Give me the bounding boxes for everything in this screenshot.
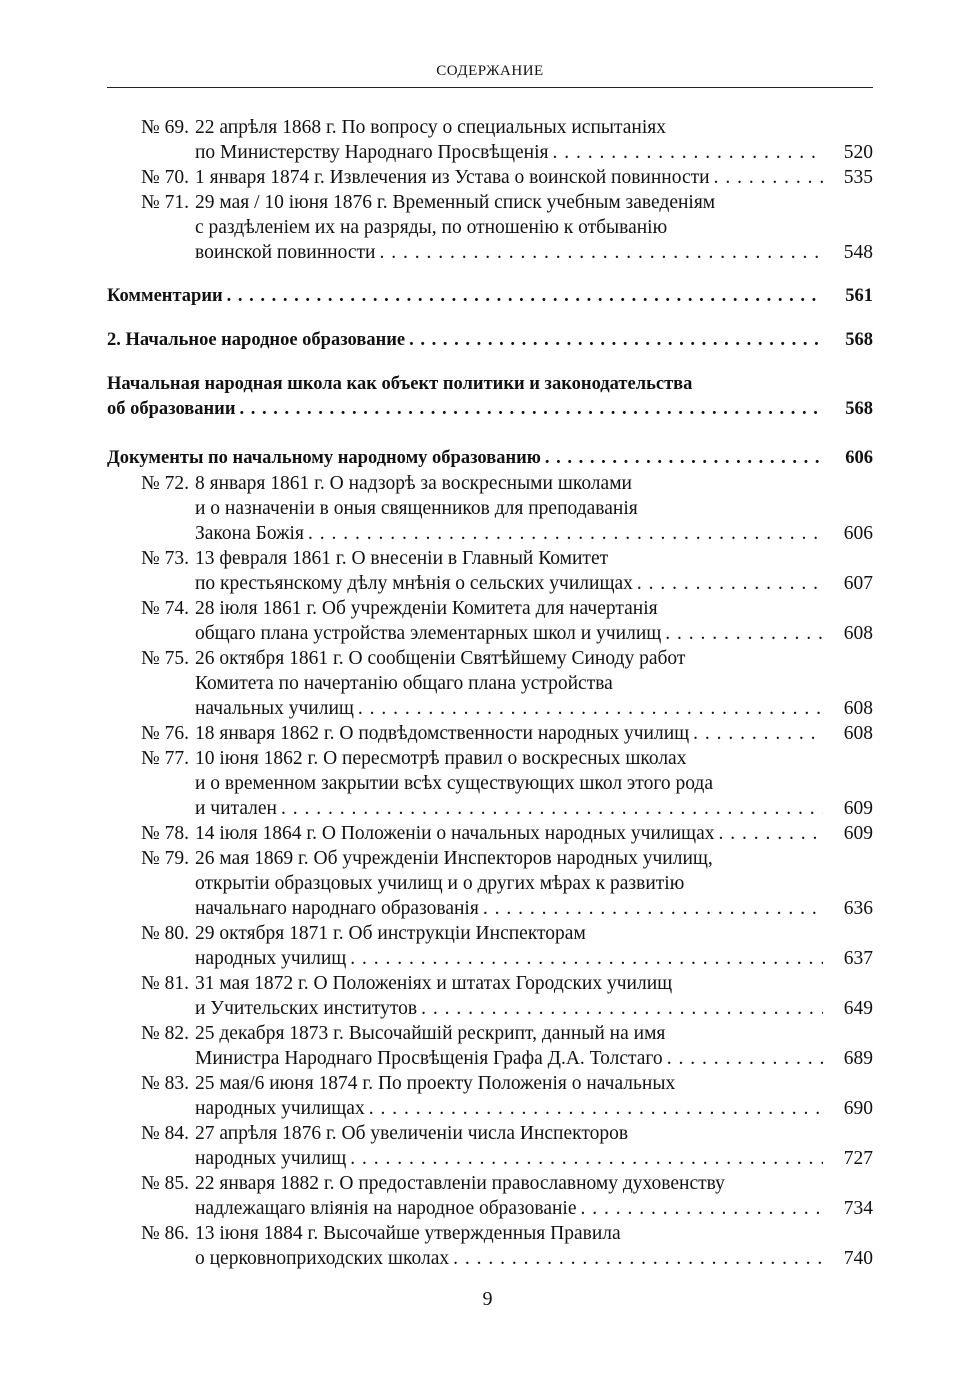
entry-page: 609	[843, 823, 873, 844]
entry-page: 568	[845, 399, 873, 419]
entry-title-cont: открытіи образцовых училищ и о других мѣрах к развитію	[195, 873, 685, 894]
entry-page: 606	[843, 523, 873, 544]
entry-number: № 75.	[141, 648, 189, 669]
leader-dots	[281, 796, 823, 821]
entry-page: 548	[843, 242, 873, 263]
entry-page: 637	[843, 948, 873, 969]
leader-dots	[714, 165, 823, 190]
entry-title: 27 апрѣля 1876 г. Об увеличеніи числа Инспекторов	[195, 1123, 629, 1144]
entry-title: 26 октября 1861 г. О сообщеніи Святѣйшему Синоду работ	[195, 648, 686, 669]
entry-title: 18 января 1862 г. О подвѣдомственности народных училищ	[195, 723, 690, 744]
toc-entry-71-line3	[107, 240, 873, 265]
entry-number: № 81.	[141, 973, 189, 994]
toc-entry-80-line1	[107, 921, 873, 946]
table-of-contents	[107, 115, 873, 1271]
toc-school-line1	[107, 372, 873, 397]
entry-page: 740	[843, 1248, 873, 1269]
entry-page: 734	[843, 1198, 873, 1219]
leader-dots	[483, 896, 823, 921]
section-title: Документы по начальному народному образованию	[107, 448, 541, 468]
toc-entry-79-line1	[107, 846, 873, 871]
leader-dots	[665, 621, 823, 646]
toc-entry-69-line1	[107, 115, 873, 140]
toc-entry-76	[107, 721, 873, 746]
toc-entry-79-line3	[107, 896, 873, 921]
toc-entry-72-line3	[107, 521, 873, 546]
leader-dots	[421, 996, 823, 1021]
entry-title: 28 іюля 1861 г. Об учрежденіи Комитета для начертанія	[195, 598, 658, 619]
toc-entry-84-line2	[107, 1146, 873, 1171]
entry-title: 22 января 1882 г. О предоставленіи православному духовенству	[195, 1173, 725, 1194]
toc-entry-86-line1	[107, 1221, 873, 1246]
toc-section-2	[107, 328, 873, 353]
entry-number: № 76.	[141, 723, 189, 744]
entry-page: 561	[845, 286, 873, 306]
entry-page: 689	[843, 1048, 873, 1069]
leader-dots	[637, 571, 823, 596]
toc-entry-82-line1	[107, 1021, 873, 1046]
toc-entry-69-line2	[107, 140, 873, 165]
entry-page: 607	[843, 573, 873, 594]
entry-title: 13 іюня 1884 г. Высочайше утвержденныя Правила	[195, 1223, 621, 1244]
entry-page: 520	[843, 142, 873, 163]
toc-entry-85-line1	[107, 1171, 873, 1196]
entry-number: № 85.	[141, 1173, 189, 1194]
leader-dots	[453, 1246, 823, 1271]
leader-dots	[718, 821, 823, 846]
toc-documents	[107, 446, 873, 471]
entry-page: 608	[843, 723, 873, 744]
entry-title-cont: Закона Божія	[195, 523, 304, 544]
entry-number: № 79.	[141, 848, 189, 869]
entry-title: 8 января 1861 г. О надзорѣ за воскресными школами	[195, 473, 632, 494]
toc-entry-77-line2	[107, 771, 873, 796]
entry-title: 25 мая/6 июня 1874 г. По проекту Положенія о начальных	[195, 1073, 676, 1094]
entry-number: № 82.	[141, 1023, 189, 1044]
entry-number: № 77.	[141, 748, 189, 769]
toc-entry-73-line1	[107, 546, 873, 571]
entry-title-cont: Министра Народнаго Просвѣщенія Графа Д.А. Толстаго	[195, 1048, 663, 1069]
entry-title-cont: о церковноприходских школах	[195, 1248, 450, 1269]
toc-entry-75-line1	[107, 646, 873, 671]
toc-entry-77-line1	[107, 746, 873, 771]
entry-title-cont: общаго плана устройства элементарных школ и училищ	[195, 623, 662, 644]
entry-number: № 72.	[141, 473, 189, 494]
entry-title-cont: народных училищах	[195, 1098, 365, 1119]
toc-entry-81-line2	[107, 996, 873, 1021]
entry-page: 727	[843, 1148, 873, 1169]
entry-title-cont: и читален	[195, 798, 277, 819]
leader-dots	[379, 240, 823, 265]
toc-entry-82-line2	[107, 1046, 873, 1071]
entry-number: № 74.	[141, 598, 189, 619]
entry-title-cont: Комитета по начертанію общаго плана устройства	[195, 673, 613, 694]
entry-title: 26 мая 1869 г. Об учрежденіи Инспекторов народных училищ,	[195, 848, 713, 869]
leader-dots	[409, 328, 823, 353]
leader-dots	[693, 721, 823, 746]
entry-page: 606	[845, 448, 873, 468]
entry-title-cont: надлежащаго вліянія на народное образованіе	[195, 1198, 577, 1219]
entry-title-cont: с раздѣленіем их на разряды, по отношенію к отбыванію	[195, 217, 668, 238]
toc-entry-74-line1	[107, 596, 873, 621]
leader-dots	[227, 284, 823, 309]
entry-number: № 71.	[141, 192, 189, 213]
toc-entry-79-line2	[107, 871, 873, 896]
toc-entry-71-line2	[107, 215, 873, 240]
leader-dots	[667, 1046, 823, 1071]
entry-number: № 86.	[141, 1223, 189, 1244]
header-rule	[107, 87, 873, 88]
toc-school-line2	[107, 397, 873, 422]
entry-number: № 83.	[141, 1073, 189, 1094]
toc-entry-85-line2	[107, 1196, 873, 1221]
entry-page: 535	[843, 167, 873, 188]
entry-number: № 70.	[141, 167, 189, 188]
entry-number: № 73.	[141, 548, 189, 569]
toc-entry-77-line3	[107, 796, 873, 821]
leader-dots	[350, 946, 823, 971]
entry-title: 31 мая 1872 г. О Положеніях и штатах Городских училищ	[195, 973, 673, 994]
entry-page: 608	[843, 698, 873, 719]
leader-dots	[545, 446, 823, 471]
toc-entry-83-line1	[107, 1071, 873, 1096]
toc-entry-73-line2	[107, 571, 873, 596]
entry-page: 636	[843, 898, 873, 919]
toc-entry-83-line2	[107, 1096, 873, 1121]
entry-title: 22 апрѣля 1868 г. По вопросу о специальных испытаніях	[195, 117, 666, 138]
toc-entry-81-line1	[107, 971, 873, 996]
entry-page: 649	[843, 998, 873, 1019]
section-title: Комментарии	[107, 286, 223, 306]
toc-entry-72-line2	[107, 496, 873, 521]
running-title: СОДЕРЖАНИЕ	[436, 63, 544, 79]
leader-dots	[350, 1146, 823, 1171]
toc-entry-84-line1	[107, 1121, 873, 1146]
toc-entry-74-line2	[107, 621, 873, 646]
entry-title: 1 января 1874 г. Извлечения из Устава о воинской повинности	[195, 167, 710, 188]
toc-entry-75-line2	[107, 671, 873, 696]
entry-page: 690	[843, 1098, 873, 1119]
entry-title-cont: народных училищ	[195, 1148, 347, 1169]
toc-entry-86-line2	[107, 1246, 873, 1271]
entry-title-cont: воинской повинности	[195, 242, 376, 263]
entry-title: 13 февраля 1861 г. О внесеніи в Главный Комитет	[195, 548, 609, 569]
toc-entry-80-line2	[107, 946, 873, 971]
leader-dots	[581, 1196, 824, 1221]
leader-dots	[369, 1096, 823, 1121]
entry-title: 25 декабря 1873 г. Высочайшій рескрипт, данный на имя	[195, 1023, 666, 1044]
entry-page: 608	[843, 623, 873, 644]
entry-number: № 84.	[141, 1123, 189, 1144]
entry-page: 568	[845, 330, 873, 350]
toc-entry-78	[107, 821, 873, 846]
page-number: 9	[482, 1288, 493, 1310]
leader-dots	[552, 140, 823, 165]
entry-title-cont: начальнаго народнаго образованія	[195, 898, 479, 919]
toc-entry-75-line3	[107, 696, 873, 721]
toc-entry-71-line1	[107, 190, 873, 215]
leader-dots	[308, 521, 823, 546]
entry-title-cont: народных училищ	[195, 948, 347, 969]
entry-title: 29 октября 1871 г. Об инструкціи Инспекторам	[195, 923, 586, 944]
entry-title-cont: и Учительских институтов	[195, 998, 418, 1019]
entry-title-cont: по Министерству Народнаго Просвѣщенія	[195, 142, 549, 163]
toc-entry-70	[107, 165, 873, 190]
leader-dots	[240, 397, 824, 422]
section-title: Начальная народная школа как объект политики и законодательства	[107, 374, 693, 394]
section-title: 2. Начальное народное образование	[107, 330, 406, 350]
section-title-cont: об образовании	[107, 399, 236, 419]
toc-entry-72-line1	[107, 471, 873, 496]
toc-comments	[107, 284, 873, 309]
entry-number: № 69.	[141, 117, 189, 138]
entry-page: 609	[843, 798, 873, 819]
entry-title: 29 мая / 10 іюня 1876 г. Временный списк учебным заведеніям	[195, 192, 716, 213]
entry-title-cont: начальных училищ	[195, 698, 354, 719]
entry-number: № 80.	[141, 923, 189, 944]
entry-title-cont: по крестьянскому дѣлу мнѣнія о сельских училищах	[195, 573, 633, 594]
entry-title: 14 іюля 1864 г. О Положеніи о начальных народных училищах	[195, 823, 715, 844]
entry-title: 10 іюня 1862 г. О пересмотрѣ правил о воскресных школах	[195, 748, 687, 769]
entry-title-cont: и о временном закрытии всѣх существующих школ этого рода	[195, 773, 713, 794]
leader-dots	[358, 696, 823, 721]
entry-number: № 78.	[141, 823, 189, 844]
entry-title-cont: и о назначеніи в оныя священников для преподаванія	[195, 498, 638, 519]
